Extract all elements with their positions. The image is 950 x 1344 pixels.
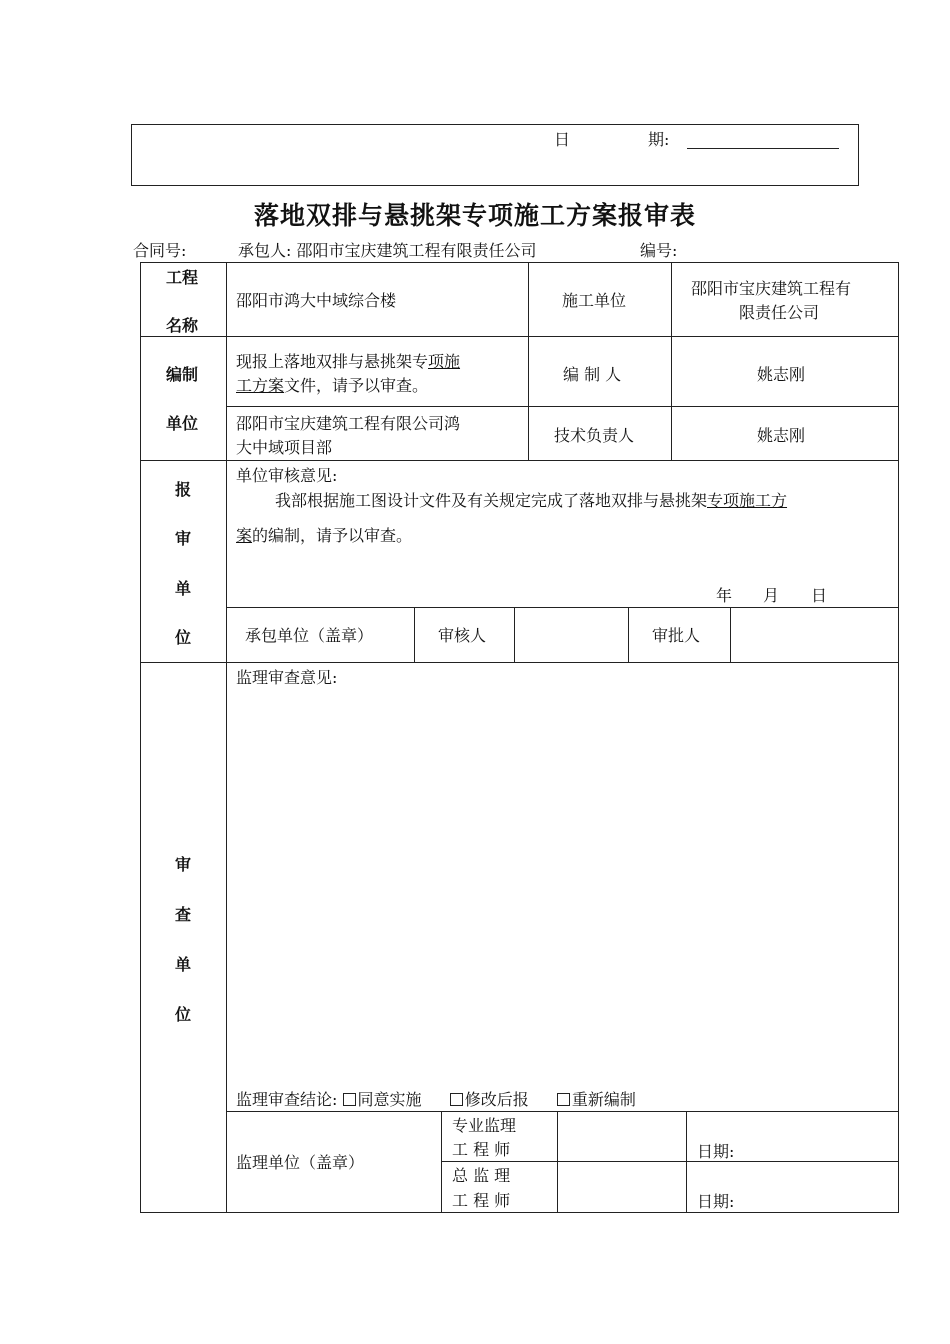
review-unit-label-char-2: 查 <box>175 905 192 924</box>
serial-no-label: 编号: <box>640 241 678 260</box>
contract-no-label: 合同号: <box>133 241 187 260</box>
conclusion-label: 监理审查结论: <box>236 1090 338 1109</box>
construction-unit-label: 施工单位 <box>562 291 627 310</box>
compiler-label: 编 制 人 <box>563 365 622 384</box>
tech-lead-label: 技术负责人 <box>554 426 635 445</box>
unit-date-month: 月 <box>763 586 780 605</box>
contractor-seal-label: 承包单位（盖章） <box>245 626 374 645</box>
reviewer-field[interactable] <box>516 609 626 660</box>
report-unit-label-char-4: 位 <box>175 628 192 647</box>
construction-unit-value-1: 邵阳市宝庆建筑工程有 <box>691 279 852 298</box>
chief-date-label: 日期: <box>697 1192 735 1211</box>
conclusion-row <box>236 1088 636 1112</box>
contractor-label: 承包人: 邵阳市宝庆建筑工程有限责任公司 <box>238 241 537 260</box>
supervision-seal-label: 监理单位（盖章） <box>236 1153 365 1172</box>
compile-dept-line-1: 邵阳市宝庆建筑工程有限公司鸿 <box>236 414 461 433</box>
construction-unit-value-2: 限责任公司 <box>739 303 820 322</box>
specialist-engineer-sign-field[interactable] <box>559 1113 685 1160</box>
unit-opinion-line-1: 我部根据施工图设计文件及有关规定完成了落地双排与悬挑架专项施工方 <box>275 491 788 510</box>
option-revise[interactable]: 修改后报 <box>450 1090 529 1109</box>
unit-date-day: 日 <box>811 586 828 605</box>
top-date-box <box>131 124 859 186</box>
project-name-label-1: 工程 <box>166 268 199 287</box>
reviewer-label: 审核人 <box>438 626 487 645</box>
unit-opinion-line-2: 案的编制，请予以审查。 <box>236 526 413 545</box>
report-unit-label-char-2: 审 <box>175 529 192 548</box>
option-redo-checkbox[interactable] <box>557 1093 570 1106</box>
chief-engineer-sign-field[interactable] <box>559 1163 685 1211</box>
top-date-label-2: 期: <box>648 130 670 149</box>
unit-opinion-title: 单位审核意见: <box>236 466 338 485</box>
project-name-value: 邵阳市鸿大中域综合楼 <box>236 291 397 310</box>
specialist-engineer-label-1: 专业监理 <box>452 1116 517 1135</box>
chief-engineer-label-2: 工 程 师 <box>452 1191 511 1210</box>
report-unit-label-char-1: 报 <box>175 480 192 499</box>
approver-label: 审批人 <box>652 626 701 645</box>
project-name-label-2: 名称 <box>166 316 199 335</box>
option-approve-checkbox[interactable] <box>343 1093 356 1106</box>
compiler-name: 姚志刚 <box>757 365 806 384</box>
specialist-engineer-label-2: 工 程 师 <box>452 1140 511 1159</box>
page-title: 落地双排与悬挑架专项施工方案报审表 <box>253 201 696 230</box>
review-unit-label-char-3: 单 <box>175 955 192 974</box>
supervision-opinion-area[interactable] <box>236 694 890 1074</box>
report-unit-label-char-3: 单 <box>175 579 192 598</box>
approver-field[interactable] <box>732 609 896 660</box>
option-revise-checkbox[interactable] <box>450 1093 463 1106</box>
supervision-opinion-title: 监理审查意见: <box>236 668 338 687</box>
report-text-line-1: 现报上落地双排与悬挑架专项施 <box>236 352 461 371</box>
specialist-date-label: 日期: <box>697 1142 735 1161</box>
tech-lead-name: 姚志刚 <box>757 426 806 445</box>
review-unit-label-char-4: 位 <box>175 1005 192 1024</box>
compile-dept-line-2: 大中域项目部 <box>236 438 333 457</box>
option-approve[interactable]: 同意实施 <box>343 1090 422 1109</box>
top-date-label: 日 <box>554 130 571 149</box>
chief-engineer-label-1: 总 监 理 <box>452 1166 511 1185</box>
report-text-line-2: 工方案文件，请予以审查。 <box>236 376 429 395</box>
compile-unit-label-1: 编制 <box>166 365 199 384</box>
unit-date-year: 年 <box>716 586 733 605</box>
top-date-underline <box>687 148 839 149</box>
review-unit-label-char-1: 审 <box>175 855 192 874</box>
option-redo[interactable]: 重新编制 <box>557 1090 636 1109</box>
compile-unit-label-2: 单位 <box>166 414 199 433</box>
